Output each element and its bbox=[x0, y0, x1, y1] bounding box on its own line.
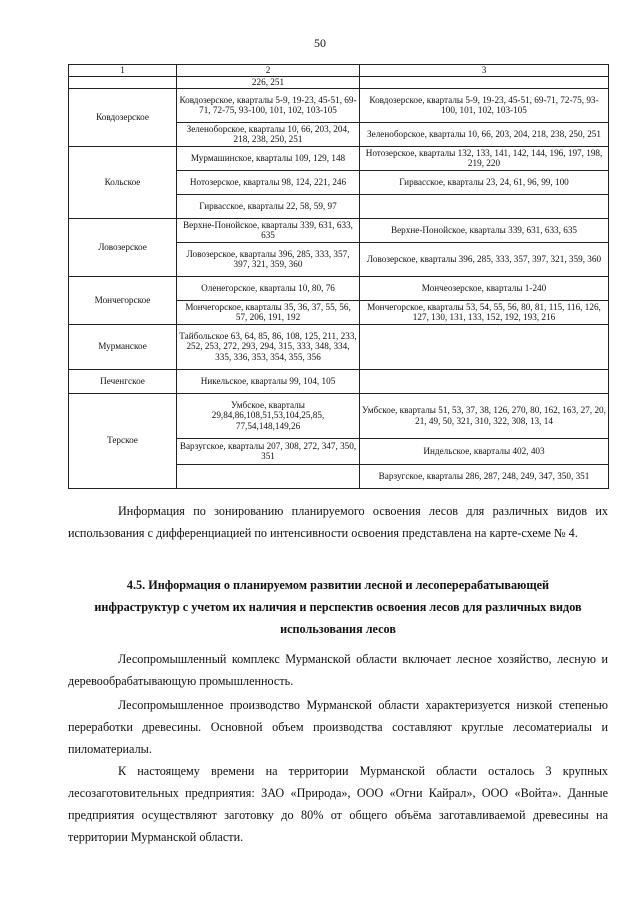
table-cell bbox=[360, 369, 609, 393]
table-cell: Никельское, кварталы 99, 104, 105 bbox=[177, 369, 360, 393]
table-cell: 226, 251 bbox=[177, 76, 360, 88]
table-cell: Ковдозерское, кварталы 5-9, 19-23, 45-51, 69-71, 72-75, 93-100, 101, 102, 103-105 bbox=[177, 88, 360, 122]
table-cell: Оленегорское, кварталы 10, 80, 76 bbox=[177, 276, 360, 300]
zoning-paragraph: Информация по зонированию планируемого освоения лесов для различных видов их использования с дифференциацией по интенсивности освоения представлена на карте-схеме № 4. bbox=[68, 504, 608, 540]
section-heading-line-2: инфраструктур с учетом их наличия и перспектив освоения лесов для различных видов bbox=[94, 600, 582, 614]
body-paragraph: Лесопромышленное производство Мурманской области характеризуется низкой степенью переработки древесины. Основной объем производства составляют круглые лесоматериалы и пиломатериалы. bbox=[68, 698, 608, 756]
table-cell: Мончегорское, кварталы 35, 36, 37, 55, 56, 57, 206, 191, 192 bbox=[177, 300, 360, 324]
body-paragraph: К настоящему времени на территории Мурманской области осталось 3 крупных лесозаготовительных предприятия: ЗАО «Природа», ООО «Огни Кайрал», ООО «Войта». Данные предприятия осуществляют заготовку до 80% от общего объёма заготавливаемой древесины на территории Мурманской области. bbox=[68, 764, 608, 844]
table-cell: Гирвасское, кварталы 22, 58, 59, 97 bbox=[177, 194, 360, 218]
table-cell: Мончегорское, кварталы 53, 54, 55, 56, 80, 81, 115, 116, 126, 127, 130, 131, 133, 152, 192, 193, 216 bbox=[360, 300, 609, 324]
table-cell: Нотозерское, кварталы 132, 133, 141, 142, 144, 196, 197, 198, 219, 220 bbox=[360, 146, 609, 170]
district-name: Кольское bbox=[69, 146, 177, 218]
table-cell: Гирвасское, кварталы 23, 24, 61, 96, 99, 100 bbox=[360, 170, 609, 194]
table-cell bbox=[360, 194, 609, 218]
table-cell bbox=[360, 324, 609, 369]
district-name: Терское bbox=[69, 393, 177, 488]
table-cell: Тайбольское 63, 64, 85, 86, 108, 125, 211, 233, 252, 253, 272, 293, 294, 315, 333, 348, 334, 335, 336, 353, 354, 355, 356 bbox=[177, 324, 360, 369]
table-cell: Нотозерское, кварталы 98, 124, 221, 246 bbox=[177, 170, 360, 194]
forest-districts-table bbox=[68, 64, 609, 489]
table-cell: Варзугское, кварталы 207, 308, 272, 347, 350, 351 bbox=[177, 438, 360, 464]
column-header-3: 3 bbox=[360, 65, 609, 77]
table-cell: Ловозерское, кварталы 396, 285, 333, 357, 397, 321, 359, 360 bbox=[177, 242, 360, 276]
column-header-1: 1 bbox=[69, 65, 177, 77]
section-heading-line-3: использования лесов bbox=[280, 622, 396, 636]
district-name: Ловозерское bbox=[69, 218, 177, 276]
table-cell: Зеленоборское, кварталы 10, 66, 203, 204, 218, 238, 250, 251 bbox=[360, 122, 609, 146]
table-cell: Мончеозерское, кварталы 1-240 bbox=[360, 276, 609, 300]
column-header-2: 2 bbox=[177, 65, 360, 77]
page-number: 50 bbox=[314, 36, 326, 50]
table-cell: Зеленоборское, кварталы 10, 66, 203, 204, 218, 238, 250, 251 bbox=[177, 122, 360, 146]
district-name: Мурманское bbox=[69, 324, 177, 369]
table-cell: Ковдозерское, кварталы 5-9, 19-23, 45-51, 69-71, 72-75, 93-100, 101, 102, 103-105 bbox=[360, 88, 609, 122]
table-cell: Мурмашинское, кварталы 109, 129, 148 bbox=[177, 146, 360, 170]
district-name: Ковдозерское bbox=[69, 88, 177, 146]
table-cell bbox=[360, 76, 609, 88]
table-cell bbox=[177, 464, 360, 488]
table-cell: Умбское, кварталы 51, 53, 37, 38, 126, 270, 80, 162, 163, 27, 20, 21, 49, 50, 321, 310, 322, 308, 13, 14 bbox=[360, 393, 609, 438]
section-heading-line-1: 4.5. Информация о планируемом развитии лесной и лесоперерабатывающей bbox=[126, 578, 550, 592]
table-cell: Варзугское, кварталы 286, 287, 248, 249, 347, 350, 351 bbox=[360, 464, 609, 488]
table-cell bbox=[69, 76, 177, 88]
table-cell: Верхне-Понойское, кварталы 339, 631, 633, 635 bbox=[177, 218, 360, 242]
table-cell: Умбское, кварталы 29,84,86,108,51,53,104,25,85, 77,54,148,149,26 bbox=[177, 393, 360, 438]
district-name: Печенгское bbox=[69, 369, 177, 393]
district-name: Мончегорское bbox=[69, 276, 177, 324]
table-cell: Индельское, кварталы 402, 403 bbox=[360, 438, 609, 464]
table-cell: Ловозерское, кварталы 396, 285, 333, 357, 397, 321, 359, 360 bbox=[360, 242, 609, 276]
body-paragraph: Лесопромышленный комплекс Мурманской области включает лесное хозяйство, лесную и деревообрабатывающую промышленность. bbox=[68, 652, 608, 688]
table-cell: Верхне-Понойское, кварталы 339, 631, 633, 635 bbox=[360, 218, 609, 242]
